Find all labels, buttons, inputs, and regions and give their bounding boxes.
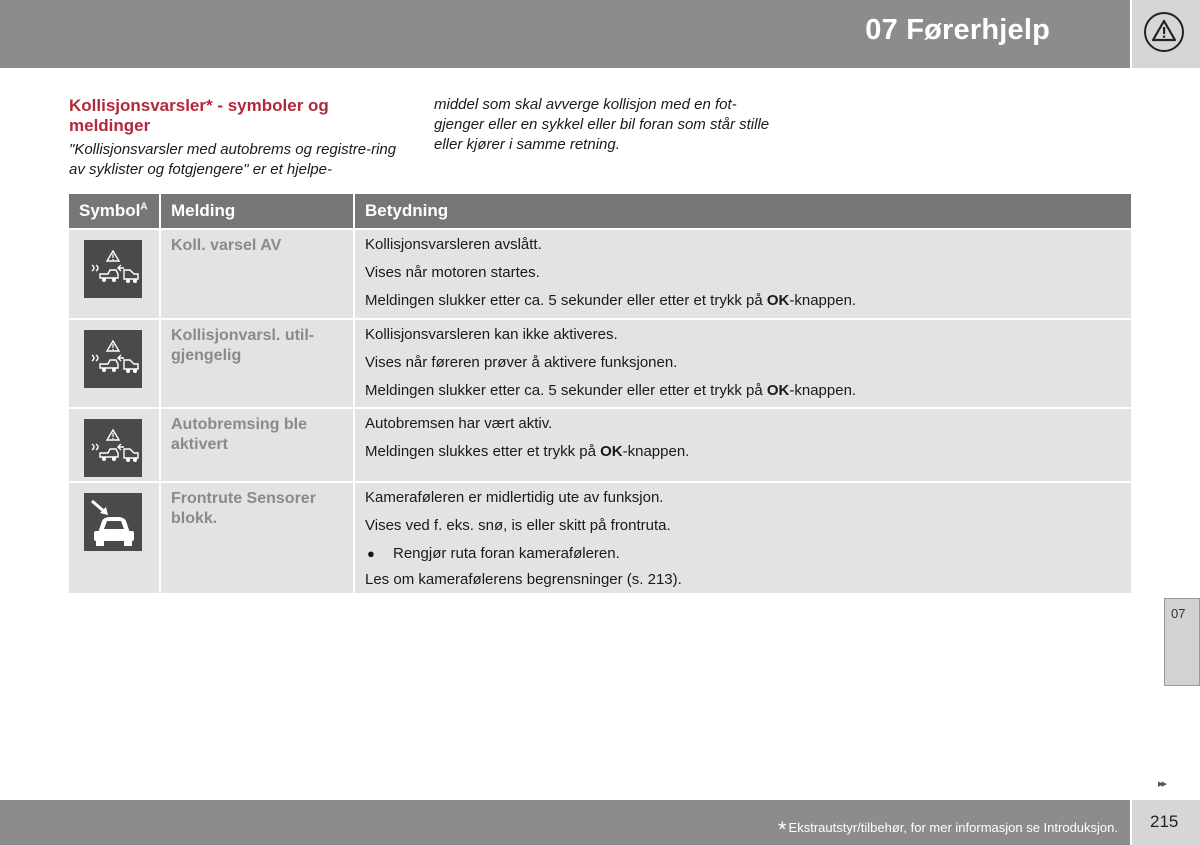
ok-button-name: OK <box>766 382 790 399</box>
intro-text-left: "Kollisjonsvarsler med autobrems og registre-ring av syklister og fotgjengere" er et hjelpe- <box>69 141 397 178</box>
page-number-box <box>1132 800 1200 845</box>
table-row <box>69 481 1131 593</box>
ok-line-text: Meldingen slukker etter ca. 5 sekunder eller etter et trykk på <box>365 382 767 399</box>
meaning-line-ok <box>365 380 1121 408</box>
message-text: Autobremsing ble aktivert <box>161 409 355 481</box>
meaning-line: Vises når motoren startes. <box>365 264 540 281</box>
section-title: Kollisjonsvarsler* - symboler og meldinger <box>69 96 329 135</box>
continue-arrows-icon: ▸▸ <box>1158 778 1166 790</box>
meaning-cell <box>355 409 1131 481</box>
table-row <box>69 318 1131 407</box>
ok-button-name: OK <box>600 443 623 460</box>
bullet-dot-icon: ● <box>367 546 375 561</box>
table-row <box>69 228 1131 318</box>
meaning-line: Kameraføleren er midlertidig ute av funksjon. <box>365 489 664 506</box>
ok-button-name: OK <box>766 292 790 309</box>
ok-line-text: Meldingen slukker etter ca. 5 sekunder eller etter et trykk på <box>365 292 767 309</box>
header-symbol-footnote: A <box>140 201 148 213</box>
footnote <box>777 812 1118 842</box>
footnote-star: * <box>777 817 787 842</box>
header-symbol <box>69 194 161 228</box>
symbol-cell <box>69 483 161 593</box>
meaning-line: Vises når føreren prøver å aktivere funksjonen. <box>365 354 678 371</box>
message-text: Kollisjonvarsl. util-gjengelig <box>161 320 355 407</box>
ok-line-text: Meldingen slukkes etter et trykk på <box>365 443 601 460</box>
warning-triangle-icon <box>1144 12 1184 52</box>
symbol-cell <box>69 409 161 481</box>
message-text: Koll. varsel AV <box>161 230 355 318</box>
chapter-icon-box <box>1132 0 1200 68</box>
meaning-line-reference: Les om kamerafølerens begrensninger (s. 213). <box>365 571 682 588</box>
symbol-cell <box>69 230 161 318</box>
page-number: 215 <box>1150 812 1179 831</box>
meaning-line: Kollisjonsvarsleren avslått. <box>365 236 542 253</box>
meaning-line: Autobremsen har vært aktiv. <box>365 415 553 432</box>
collision-warning-icon <box>84 240 142 298</box>
meaning-cell <box>355 320 1131 407</box>
ok-line-suffix: -knappen. <box>789 382 857 399</box>
meaning-line: Vises ved f. eks. snø, is eller skitt på frontruta. <box>365 517 671 534</box>
header-meaning: Betydning <box>365 201 449 220</box>
header-bar <box>0 0 1130 68</box>
message-text: Frontrute Sensorer blokk. <box>161 483 355 593</box>
ok-line-suffix: -knappen. <box>789 292 857 309</box>
symbol-cell <box>69 320 161 407</box>
chapter-title: 07 Førerhjelp <box>865 14 1050 46</box>
meaning-line-ok <box>365 441 1121 469</box>
meaning-cell <box>355 230 1131 318</box>
collision-warning-icon <box>84 419 142 477</box>
collision-warning-icon <box>84 330 142 388</box>
meaning-line-ok <box>365 290 1121 318</box>
bullet-text: Rengjør ruta foran kameraføleren. <box>393 545 620 562</box>
table-header <box>69 194 1131 228</box>
windscreen-sensor-blocked-icon <box>84 493 142 551</box>
meaning-line: Kollisjonsvarsleren kan ikke aktiveres. <box>365 326 618 343</box>
symbols-table <box>69 194 1131 593</box>
bullet-item <box>365 543 1121 569</box>
chapter-tab: 07 <box>1164 598 1200 686</box>
footnote-text: Ekstrautstyr/tilbehør, for mer informasjon se Introduksjon. <box>788 820 1118 835</box>
footer-bar <box>0 800 1130 845</box>
meaning-cell <box>355 483 1131 593</box>
table-row <box>69 407 1131 481</box>
intro-text-right: middel som skal avverge kollisjon med en fot-gjenger eller en sykkel eller bil foran som står stille eller kjører i samme retning. <box>434 96 770 153</box>
header-message: Melding <box>161 194 355 228</box>
ok-line-suffix: -knappen. <box>622 443 690 460</box>
header-symbol-label: Symbol <box>79 201 141 220</box>
